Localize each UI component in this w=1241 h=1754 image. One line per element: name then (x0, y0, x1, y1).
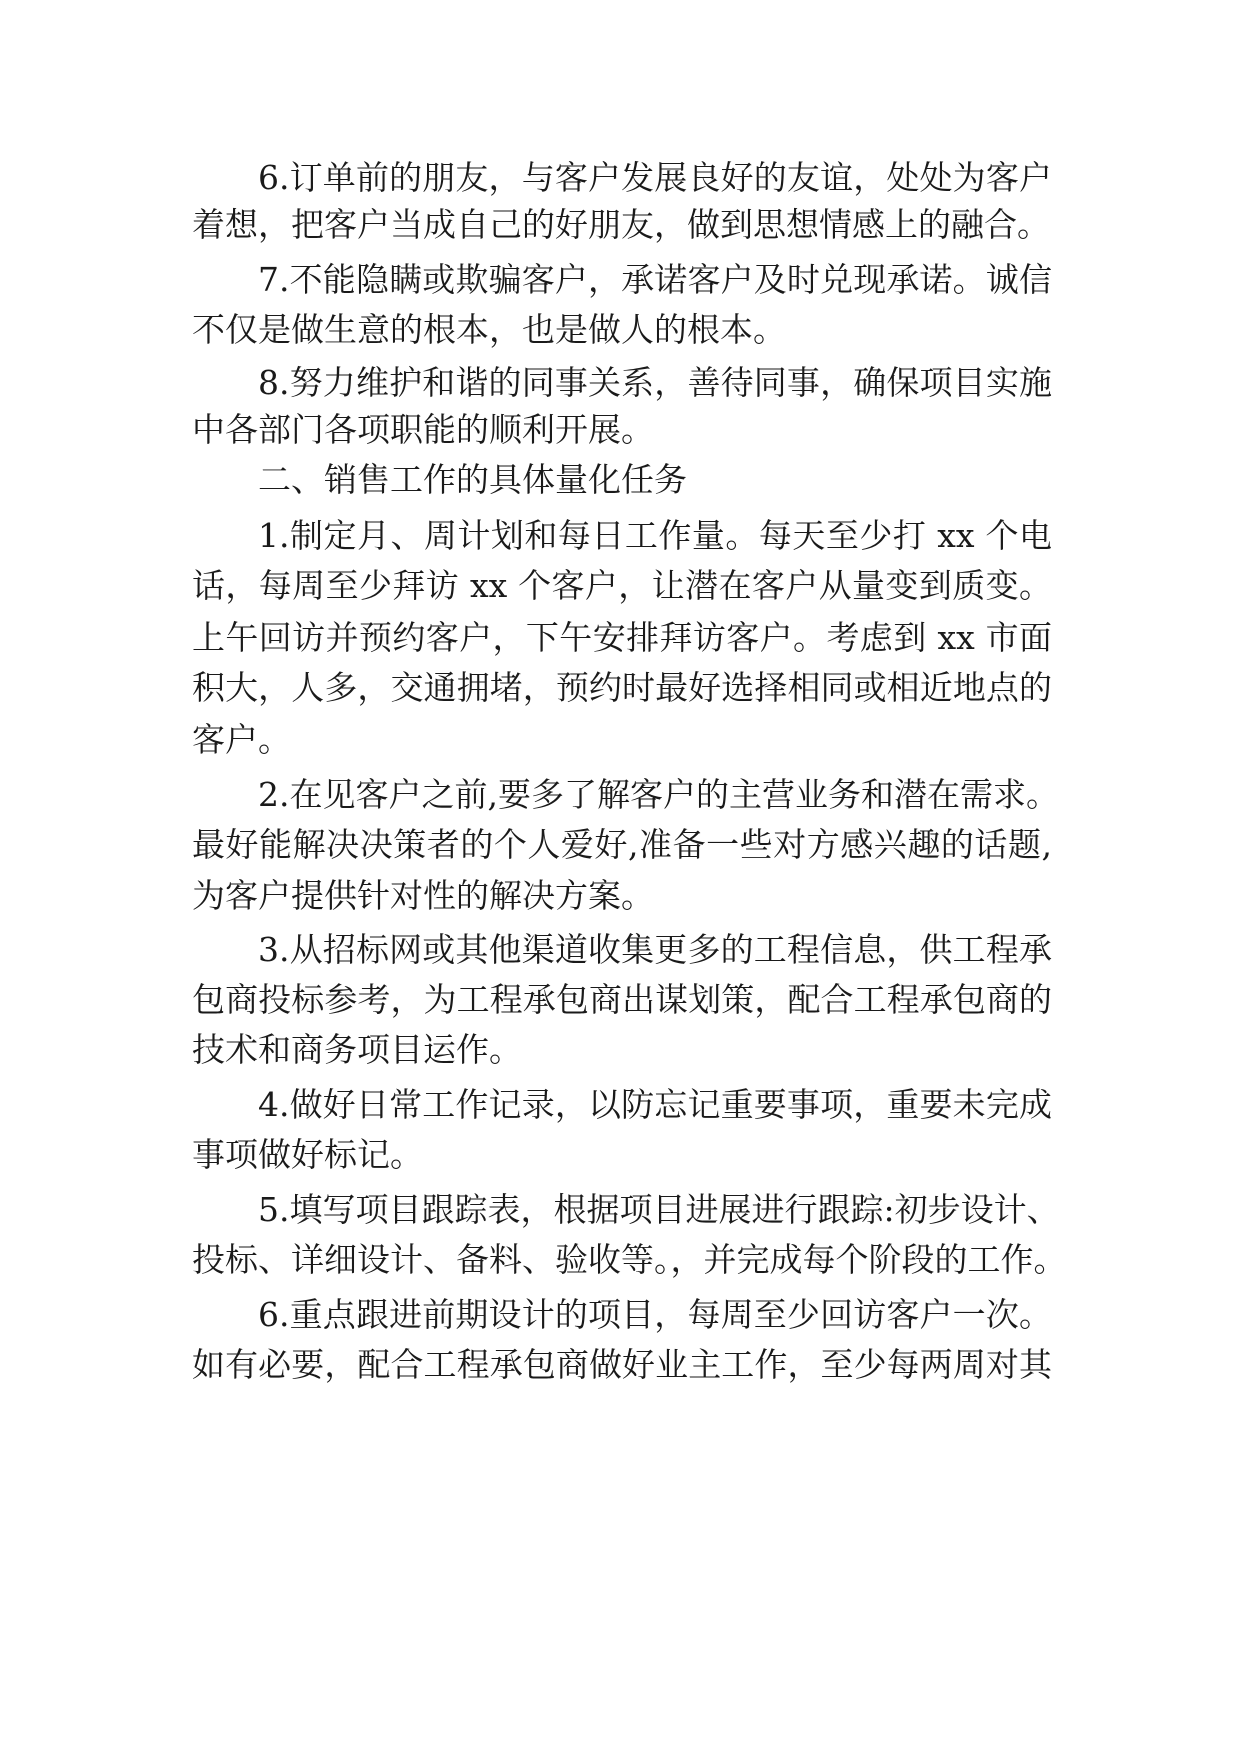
task-1-line-4: 积大，人多，交通拥堵，预约时最好选择相同或相近地点的 (192, 668, 1052, 707)
paragraph-7-line-2: 不仅是做生意的根本，也是做人的根本。 (192, 310, 786, 349)
task-2-line-1: 2.在见客户之前,要多了解客户的主营业务和潜在需求。 (258, 775, 1059, 814)
task-5-line-1: 5.填写项目跟踪表，根据项目进展进行跟踪:初步设计、 (258, 1190, 1060, 1229)
paragraph-8-line-1: 8.努力维护和谐的同事关系，善待同事，确保项目实施 (258, 363, 1052, 402)
task-4-line-1: 4.做好日常工作记录，以防忘记重要事项，重要未完成 (258, 1085, 1052, 1124)
task-2-line-3: 为客户提供针对性的解决方案。 (192, 876, 654, 915)
task-1-line-2: 话，每周至少拜访 xx 个客户，让潜在客户从量变到质变。 (192, 566, 1052, 605)
task-2-line-2: 最好能解决决策者的个人爱好,准备一些对方感兴趣的话题, (192, 825, 1052, 864)
task-1-line-3: 上午回访并预约客户，下午安排拜访客户。考虑到 xx 市面 (192, 618, 1052, 657)
task-6-line-2: 如有必要，配合工程承包商做好业主工作，至少每两周对其 (192, 1345, 1052, 1384)
paragraph-6-line-2: 着想，把客户当成自己的好朋友，做到思想情感上的融合。 (192, 205, 1050, 244)
paragraph-8-line-2: 中各部门各项职能的顺利开展。 (192, 410, 654, 449)
task-5-line-2: 投标、详细设计、备料、验收等。，并完成每个阶段的工作。 (192, 1240, 1067, 1279)
task-3-line-2: 包商投标参考，为工程承包商出谋划策，配合工程承包商的 (192, 980, 1052, 1019)
paragraph-6-line-1: 6.订单前的朋友，与客户发展良好的友谊，处处为客户 (258, 158, 1052, 197)
task-4-line-2: 事项做好标记。 (192, 1135, 423, 1174)
task-1-line-1: 1.制定月、周计划和每日工作量。每天至少打 xx 个电 (258, 516, 1052, 555)
section-heading: 二、销售工作的具体量化任务 (258, 460, 687, 499)
task-3-line-3: 技术和商务项目运作。 (192, 1030, 522, 1069)
paragraph-7-line-1: 7.不能隐瞒或欺骗客户，承诺客户及时兑现承诺。诚信 (258, 260, 1052, 299)
task-6-line-1: 6.重点跟进前期设计的项目，每周至少回访客户一次。 (258, 1295, 1052, 1334)
task-3-line-1: 3.从招标网或其他渠道收集更多的工程信息，供工程承 (258, 930, 1052, 969)
task-1-line-5: 客户。 (192, 720, 291, 759)
